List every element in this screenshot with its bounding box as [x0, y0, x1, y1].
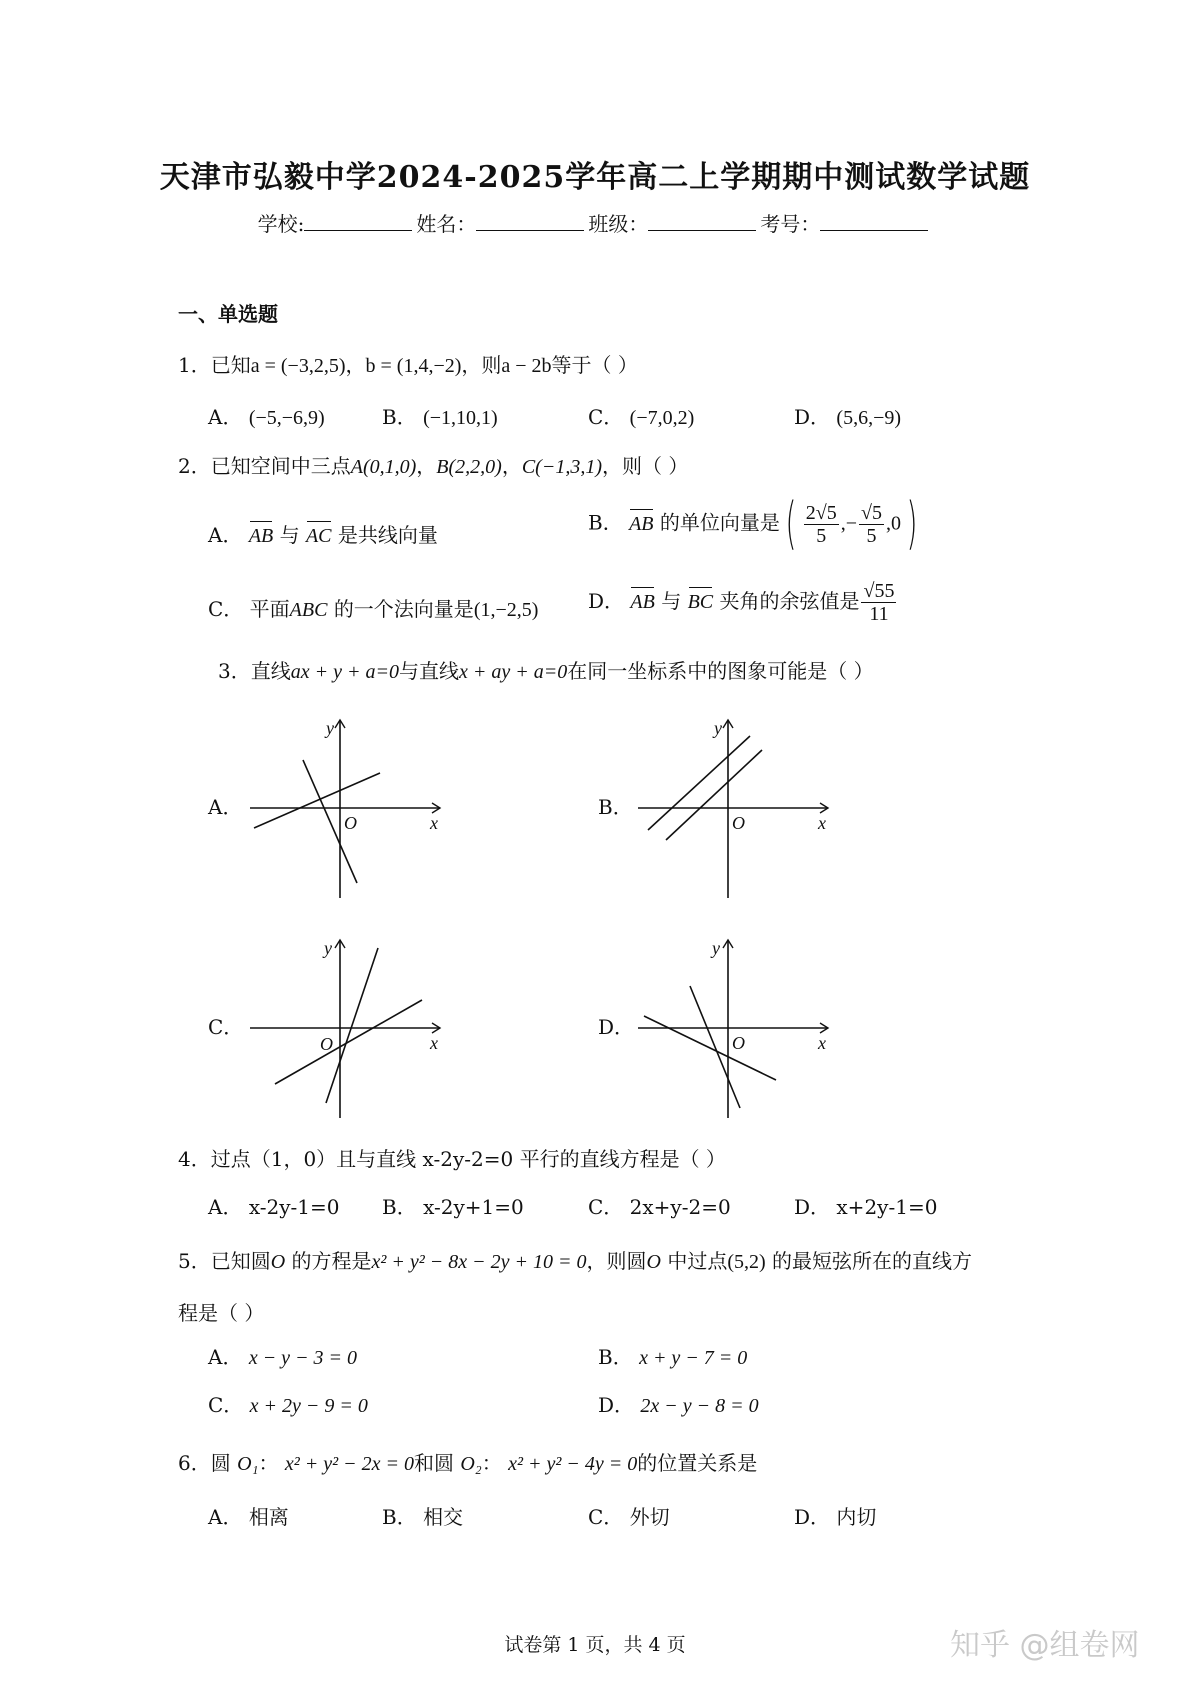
paper-title: 天津市弘毅中学2024-2025学年高二上学期期中测试数学试题	[159, 160, 1031, 195]
separator: ,−	[840, 512, 857, 535]
q6-equation-2: x² + y² − 4y = 0	[508, 1453, 638, 1475]
option-value: x-2y-1=0	[248, 1195, 340, 1219]
question-2: 2．已知空间中三点A(0,1,0)，B(2,2,0)，C(−1,3,1)，则（ ）	[178, 454, 689, 478]
question-6	[178, 1450, 757, 1477]
q6-colon: ：	[258, 1451, 279, 1475]
y-label: y	[714, 718, 722, 738]
numerator: 2√5	[805, 501, 837, 524]
fraction	[861, 580, 896, 625]
option-value: 2x+y-2=0	[629, 1195, 731, 1219]
option-letter: A．	[208, 1345, 243, 1369]
q2-number: 2．	[178, 454, 211, 478]
name-blank[interactable]	[476, 212, 584, 231]
class-label: 班级：	[588, 212, 649, 236]
vector-ab: AB	[630, 591, 655, 613]
q5-text: 的最短弦所在的直线方	[772, 1249, 973, 1273]
option-letter: B．	[598, 1345, 633, 1369]
option-text: 平面	[249, 597, 290, 621]
q2-text: 已知空间中三点	[210, 454, 351, 478]
name-label: 姓名：	[416, 212, 477, 236]
q1-option-a[interactable]	[208, 404, 325, 431]
vector-ab: AB	[248, 525, 274, 547]
student-info-row	[0, 208, 1190, 237]
q2-option-d[interactable]	[588, 580, 898, 625]
q2-option-b[interactable]	[588, 491, 923, 556]
watermark: 知乎 @组卷网	[950, 1628, 1140, 1663]
option-letter: A．	[208, 405, 243, 429]
option-letter: C．	[588, 405, 624, 429]
q2-point-a: A(0,1,0)	[350, 456, 417, 478]
q1-option-d[interactable]	[794, 404, 901, 431]
q1-expression: a − 2b	[501, 355, 552, 377]
q3-option-d-label[interactable]: D．	[598, 1015, 635, 1039]
q5-text: 中过点	[667, 1249, 728, 1273]
q5-text: 已知圆	[210, 1249, 271, 1273]
q5-equation: x² + y² − 8x − 2y + 10 = 0	[371, 1251, 587, 1273]
exam-no-blank[interactable]	[820, 212, 928, 231]
q3-line-1: ax + y + a=0	[290, 661, 399, 683]
option-letter: C．	[208, 597, 244, 621]
option-value: (1,−2,5)	[473, 599, 539, 621]
q5-option-b[interactable]	[598, 1344, 747, 1371]
option-letter: A．	[208, 523, 243, 547]
option-value: x + y − 7 = 0	[639, 1347, 748, 1369]
denominator: 5	[816, 524, 827, 547]
q5-text: 的方程是	[291, 1249, 372, 1273]
option-text: 是共线向量	[337, 523, 438, 547]
question-3	[218, 658, 874, 685]
q1-text-3: 等于（ ）	[551, 353, 638, 377]
q5-option-d[interactable]	[598, 1392, 759, 1419]
option-letter: A．	[208, 1505, 243, 1529]
x-label: x	[818, 1033, 826, 1053]
x-label: x	[430, 1033, 438, 1053]
question-5-cont: 程是（ ）	[178, 1301, 265, 1325]
option-value: x − y − 3 = 0	[248, 1347, 358, 1369]
x-label: x	[430, 813, 438, 833]
option-letter: B．	[382, 1195, 417, 1219]
q3-text: 直线	[250, 659, 291, 683]
q3-line-2: x + ay + a=0	[458, 661, 568, 683]
q5-text: ，则圆	[586, 1249, 647, 1273]
q6-number: 6．	[178, 1451, 211, 1475]
q1-vector-a: a = (−3,2,5)	[250, 355, 346, 377]
option-letter: D．	[588, 589, 625, 613]
option-text: 的单位向量是	[659, 510, 780, 535]
y-label: y	[326, 718, 334, 738]
denominator: 5	[866, 524, 877, 547]
section-heading: 一、单选题	[178, 302, 278, 326]
q1-number: 1．	[178, 353, 211, 377]
option-value: 相交	[423, 1505, 464, 1529]
q3-text: 与直线	[398, 659, 459, 683]
q6-option-a[interactable]	[208, 1504, 289, 1530]
x-label: x	[818, 813, 826, 833]
option-letter: A．	[208, 1195, 243, 1219]
q6-equation-1: x² + y² − 2x = 0	[284, 1453, 414, 1475]
vector-ab: AB	[629, 512, 654, 535]
option-text: 与	[279, 523, 300, 547]
q3-number: 3．	[218, 659, 251, 683]
q5-circle-o: O	[646, 1251, 661, 1273]
q3-option-c-label[interactable]: C．	[208, 1015, 244, 1039]
vector-bc: BC	[687, 591, 714, 613]
exam-no-label: 考号：	[760, 212, 821, 236]
page-footer: 试卷第 1 页，共 4 页	[504, 1634, 686, 1656]
q5-number: 5．	[178, 1249, 211, 1273]
option-value: (−7,0,2)	[629, 407, 695, 429]
q6-text: 圆	[210, 1451, 231, 1475]
separator: ,0	[885, 512, 901, 535]
q6-option-d[interactable]	[794, 1504, 876, 1530]
numerator: √55	[863, 580, 895, 602]
q4-text: 过点（1，0）且与直线 x-2y-2=0 平行的直线方程是（ ）	[210, 1147, 726, 1171]
q6-circle-o2: O₂	[460, 1453, 482, 1475]
fraction	[804, 502, 839, 547]
q5-option-a[interactable]	[208, 1344, 357, 1371]
option-value: 2x − y − 8 = 0	[640, 1395, 759, 1417]
line-2	[644, 1016, 776, 1080]
option-value: (5,6,−9)	[836, 407, 902, 429]
plane-abc: ABC	[289, 599, 328, 621]
q4-option-c[interactable]	[588, 1194, 731, 1220]
option-value: 内切	[836, 1505, 877, 1529]
q3-text: 在同一坐标系中的图象可能是（ ）	[567, 659, 874, 683]
numerator: √5	[860, 501, 882, 524]
option-letter: B．	[382, 1505, 417, 1529]
school-label: 学校:	[257, 212, 305, 236]
q2-point-b: B(2,2,0)	[436, 456, 502, 478]
origin-label: O	[344, 813, 357, 833]
origin-label: O	[732, 1033, 745, 1053]
option-letter: C．	[588, 1195, 624, 1219]
q4-number: 4．	[178, 1147, 211, 1171]
option-value: (−5,−6,9)	[248, 407, 325, 429]
school-blank[interactable]	[304, 212, 412, 231]
q2-option-c[interactable]	[208, 596, 538, 623]
option-value: (−1,10,1)	[423, 407, 498, 429]
left-paren: (	[785, 491, 797, 556]
option-value: x-2y+1=0	[423, 1195, 524, 1219]
q5-option-c[interactable]	[208, 1392, 368, 1419]
graph-option-b[interactable]	[628, 708, 838, 908]
option-letter: D．	[794, 1195, 831, 1219]
q6-text: 的位置关系是	[637, 1451, 758, 1475]
q3-option-b-label[interactable]: B．	[598, 795, 633, 819]
class-blank[interactable]	[648, 212, 756, 231]
option-text: 的一个法向量是	[333, 597, 474, 621]
q1-sep: ，	[345, 353, 366, 377]
q5-circle-o: O	[270, 1251, 286, 1273]
graph-option-c[interactable]	[240, 928, 450, 1128]
line-2	[666, 750, 762, 840]
line-2	[275, 1000, 422, 1084]
q2-point-c: C(−1,3,1)	[521, 456, 602, 478]
option-letter: C．	[208, 1393, 244, 1417]
q4-option-b[interactable]	[382, 1194, 524, 1220]
q2-tail: ，则（ ）	[601, 454, 689, 478]
option-letter: D．	[794, 1505, 831, 1529]
q1-vector-b: b = (1,4,−2)	[365, 355, 462, 377]
vector-ac: AC	[305, 525, 332, 547]
q1-text-2: ，则	[461, 353, 502, 377]
question-4	[178, 1146, 726, 1172]
question-5	[178, 1248, 972, 1275]
option-value: x + 2y − 9 = 0	[249, 1395, 368, 1417]
option-value: 外切	[629, 1505, 670, 1529]
q6-option-c[interactable]	[588, 1504, 670, 1530]
option-letter: D．	[794, 405, 831, 429]
q5-point: (5,2)	[727, 1251, 766, 1273]
option-text: 与	[661, 589, 682, 613]
q1-option-b[interactable]	[382, 404, 498, 431]
option-letter: B．	[588, 510, 623, 535]
option-letter: B．	[382, 405, 417, 429]
y-label: y	[712, 938, 720, 958]
q1-text-1: 已知	[210, 353, 251, 377]
question-1	[178, 352, 638, 379]
y-label: y	[324, 938, 332, 958]
q6-option-b[interactable]	[382, 1504, 463, 1530]
graph-option-d[interactable]	[628, 928, 838, 1128]
option-value: 相离	[248, 1505, 289, 1529]
q3-option-a-label[interactable]: A．	[208, 795, 243, 819]
denominator: 11	[869, 603, 889, 625]
q6-circle-o1: O₁	[237, 1453, 259, 1475]
q6-text: 和圆	[413, 1451, 454, 1475]
option-letter: C．	[588, 1505, 624, 1529]
q4-option-a[interactable]	[208, 1194, 340, 1220]
fraction	[859, 502, 884, 547]
graph-option-a[interactable]	[240, 708, 450, 908]
line-1	[326, 948, 378, 1103]
option-value: x+2y-1=0	[836, 1195, 938, 1219]
option-text: 夹角的余弦值是	[719, 589, 860, 613]
q4-option-d[interactable]	[794, 1194, 937, 1220]
origin-label: O	[732, 813, 745, 833]
line-2	[254, 773, 380, 828]
right-paren: )	[906, 491, 918, 556]
option-letter: D．	[598, 1393, 635, 1417]
q2-option-a[interactable]	[208, 522, 438, 549]
q6-colon: ：	[481, 1451, 502, 1475]
q1-option-c[interactable]	[588, 404, 694, 431]
origin-label: O	[320, 1034, 333, 1054]
